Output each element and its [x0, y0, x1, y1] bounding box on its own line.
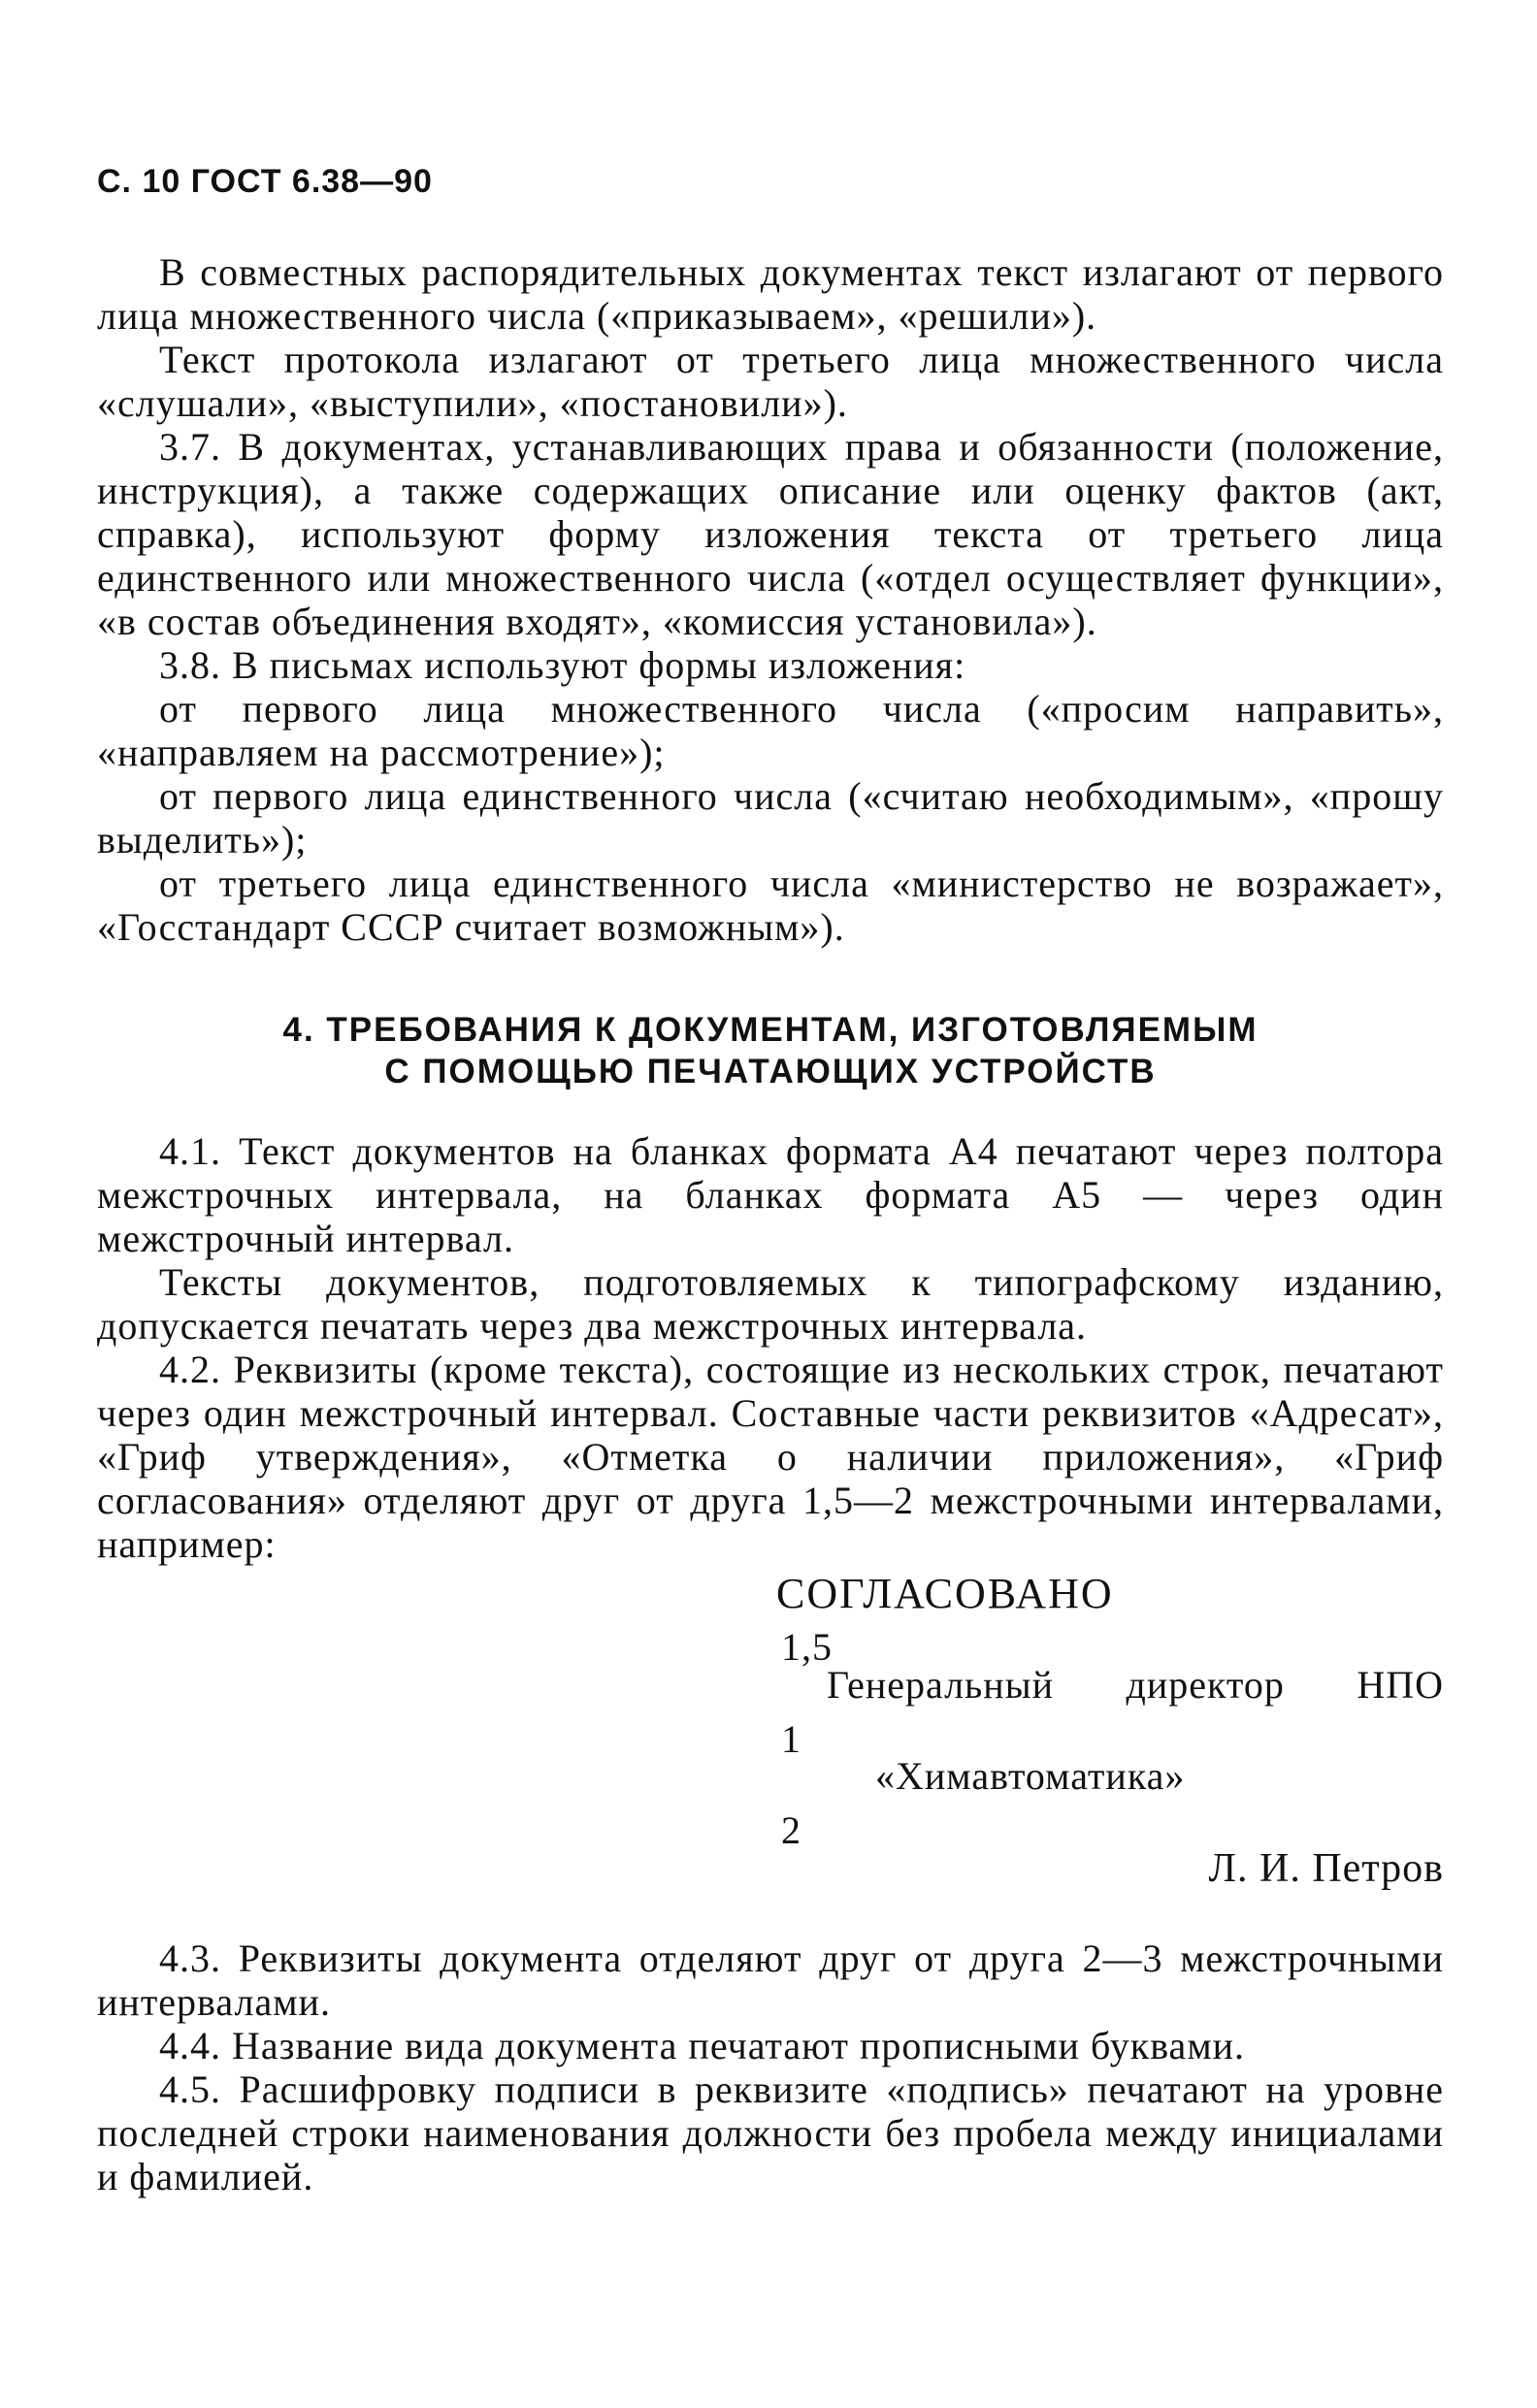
position-word: Генеральный — [827, 1663, 1054, 1707]
paragraph-4-4: 4.4. Название вида документа печатают прописными буквами. — [159, 2024, 1246, 2067]
paragraph: Тексты документов, подготовляемых к типографскому изданию, допускается печатать через два межстрочных интервала. — [97, 1260, 1444, 1348]
tail-paragraphs — [97, 1936, 1444, 2198]
example-position — [827, 1663, 1444, 1707]
paragraph-4-3: 4.3. Реквизиты документа отделяют друг от друга 2—3 межстрочными интервалами. — [97, 1936, 1444, 2024]
example-organization: «Химавтоматика» — [875, 1754, 1186, 1798]
page-header: С. 10 ГОСТ 6.38—90 — [97, 163, 433, 200]
paragraph-4-5: 4.5. Расшифровку подписи в реквизите «подпись» печатают на уровне последней строки наименования должности без пробела между инициалами и фамилией. — [97, 2067, 1444, 2198]
list-item: от третьего лица единственного числа «министерство не возражает», «Госстандарт СССР считает возможным»). — [97, 862, 1444, 949]
position-word: директор — [1126, 1663, 1285, 1707]
position-word: НПО — [1357, 1663, 1444, 1707]
spacing-marker: 2 — [781, 1808, 801, 1852]
example-signature: Л. И. Петров — [1208, 1846, 1444, 1891]
list-item: от первого лица единственного числа («считаю необходимым», «прошу выделить»); — [97, 774, 1444, 862]
spacing-marker: 1 — [781, 1717, 801, 1761]
approval-stamp-example — [97, 1566, 1444, 1905]
paragraph: Текст протокола излагают от третьего лица множественного числа «слушали», «выступили», «постановили»). — [97, 338, 1444, 425]
paragraph-4-1: 4.1. Текст документов на бланках формата А4 печатают через полтора межстрочных интервала, на бланках формата А5 — через один межстрочный интервал. — [97, 1129, 1444, 1260]
paragraph-3-8: 3.8. В письмах используют формы изложения: — [159, 643, 966, 687]
paragraph-4-2: 4.2. Реквизиты (кроме текста), состоящие из нескольких строк, печатают через один межстрочный интервал. Составные части реквизитов «Адресат», «Гриф утверждения», «Отметка о наличии приложения», «Гриф согласования» отделяют друг от друга 1,5—2 межстрочными интервалами, например: — [97, 1348, 1444, 1566]
section-heading-line: 4. ТРЕБОВАНИЯ К ДОКУМЕНТАМ, ИЗГОТОВЛЯЕМЫМ — [282, 1011, 1259, 1049]
example-title: СОГЛАСОВАНО — [776, 1570, 1114, 1617]
section-heading-line: С ПОМОЩЬЮ ПЕЧАТАЮЩИХ УСТРОЙСТВ — [384, 1053, 1157, 1090]
paragraph-3-7: 3.7. В документах, устанавливающих права и обязанности (положение, инструкция), а также содержащих описание или оценку фактов (акт, справка), используют форму изложения текста от третьего лица единственного или множественного числа («отдел осуществляет функции», «в состав объединения входят», «комиссия установила»). — [97, 425, 1444, 643]
spacing-marker: 1,5 — [781, 1625, 833, 1669]
paragraph: В совместных распорядительных документах текст излагают от первого лица множественного числа («приказываем», «решили»). — [97, 250, 1444, 338]
list-item: от первого лица множественного числа («просим направить», «направляем на рассмотрение»); — [97, 687, 1444, 774]
document-body — [97, 250, 1444, 2198]
section-heading — [97, 1009, 1444, 1092]
